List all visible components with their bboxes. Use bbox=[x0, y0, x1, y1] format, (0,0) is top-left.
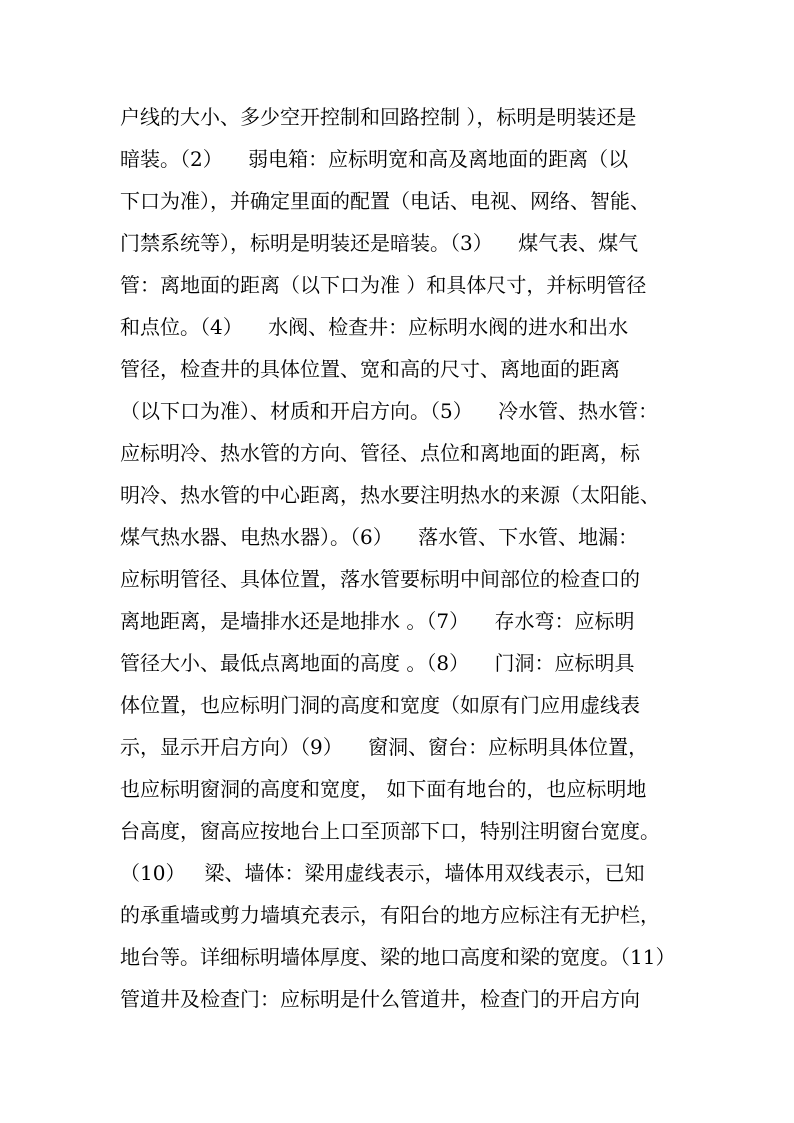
text-line: 暗装。（2） 弱电箱：应标明宽和高及离地面的距离（以 bbox=[120, 147, 629, 171]
text-line: 门禁系统等），标明是明装还是暗装。（3） 煤气表、煤气 bbox=[120, 231, 639, 255]
text-line: 也应标明窗洞的高度和宽度， 如下面有地台的，也应标明地 bbox=[120, 777, 647, 801]
text-line: 地台等。详细标明墙体厚度、梁的地口高度和梁的宽度。（11） bbox=[120, 945, 676, 969]
text-line: 户线的大小、多少空开控制和回路控制 ），标明是明装还是 bbox=[120, 105, 637, 129]
text-line: 管径大小、最低点离地面的高度 。（8） 门洞：应标明具 bbox=[120, 651, 635, 675]
text-line: 和点位。（4） 水阀、检查井：应标明水阀的进水和出水 bbox=[120, 315, 629, 339]
text-line: 离地距离，是墙排水还是地排水 。（7） 存水弯：应标明 bbox=[120, 609, 635, 633]
text-line: 明冷、热水管的中心距离，热水要注明热水的来源（太阳能、 bbox=[120, 483, 660, 507]
text-line: 应标明冷、热水管的方向、管径、点位和离地面的距离，标 bbox=[120, 441, 640, 465]
text-line: （10） 梁、墙体：梁用虚线表示，墙体用双线表示，已知 bbox=[120, 861, 645, 885]
text-line: 示，显示开启方向）（9） 窗洞、窗台：应标明具体位置， bbox=[120, 735, 649, 759]
text-line: 体位置，也应标明门洞的高度和宽度（如原有门应用虚线表 bbox=[120, 693, 640, 717]
text-line: 管：离地面的距离（以下口为准 ）和具体尺寸，并标明管径 bbox=[120, 273, 647, 297]
text-line: 应标明管径、具体位置，落水管要标明中间部位的检查口的 bbox=[120, 567, 640, 591]
text-line: 下口为准），并确定里面的配置（电话、电视、网络、智能、 bbox=[120, 189, 650, 213]
text-line: 管径，检查井的具体位置、宽和高的尺寸、离地面的距离 bbox=[120, 357, 620, 381]
text-line: （以下口为准）、材质和开启方向。（5） 冷水管、热水管： bbox=[120, 399, 659, 423]
text-line: 台高度，窗高应按地台上口至顶部下口，特别注明窗台宽度。 bbox=[120, 819, 660, 843]
text-line: 煤气热水器、电热水器）。（6） 落水管、下水管、地漏： bbox=[120, 525, 639, 549]
text-line: 管道井及检查门：应标明是什么管道井，检查门的开启方向 bbox=[120, 987, 640, 1011]
text-line: 的承重墙或剪力墙填充表示，有阳台的地方应标注有无护栏， bbox=[120, 903, 660, 927]
